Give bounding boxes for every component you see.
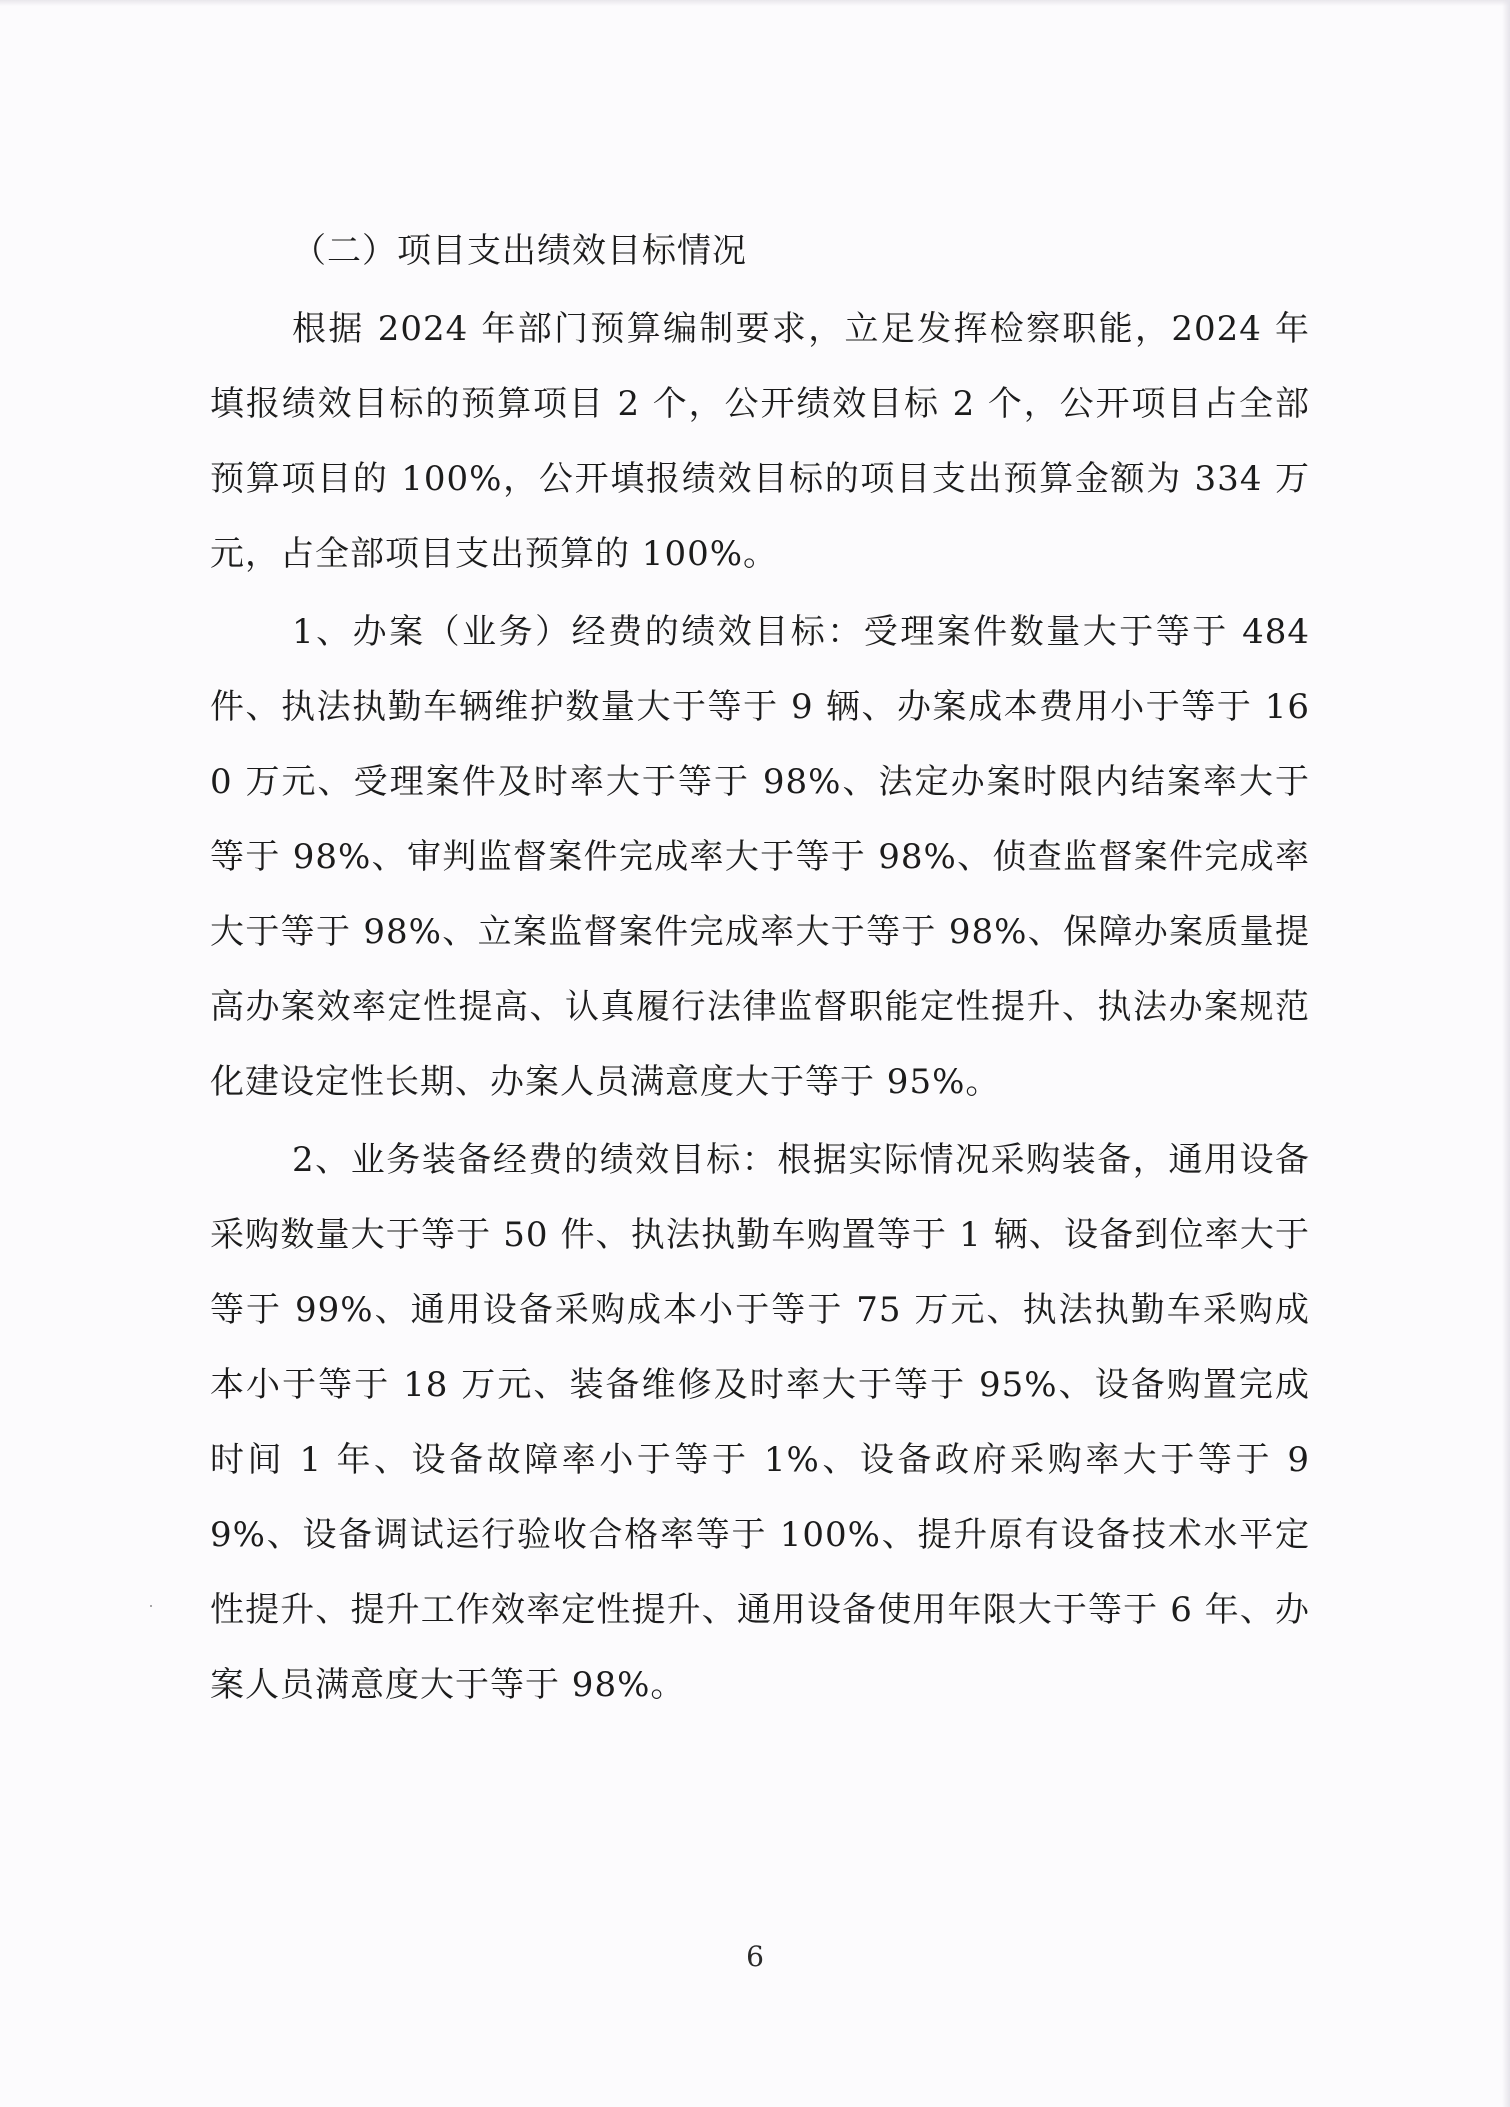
scan-edge-right — [1502, 0, 1510, 2107]
paragraph-case-handling-goals: 1、办案（业务）经费的绩效目标：受理案件数量大于等于 484 件、执法执勤车辆维护数量大于等于 9 辆、办案成本费用小于等于 160 万元、受理案件及时率大于等于 98%、法定办案时限内结案率大于等于 98%、审判监督案件完成率大于等于 98%、侦查监督案件完成率大于等于 98%、立案监督案件完成率大于等于 98%、保障办案质量提高办案效率定性提高、认真履行法律监督职能定性提升、执法办案规范化建设定性长期、办案人员满意度大于等于 95%。 — [210, 612, 1310, 1102]
document-body — [210, 214, 1310, 1726]
paragraph-budget-overview: 根据 2024 年部门预算编制要求，立足发挥检察职能，2024 年填报绩效目标的预算项目 2 个，公开绩效目标 2 个，公开项目占全部预算项目的 100%，公开填报绩效目标的项目支出预算金额为 334 万元，占全部项目支出预算的 100%。 — [210, 309, 1310, 574]
section-heading: （二）项目支出绩效目标情况 — [292, 231, 747, 271]
paragraph-equipment-goals: 2、业务装备经费的绩效目标：根据实际情况采购装备，通用设备采购数量大于等于 50 件、执法执勤车购置等于 1 辆、设备到位率大于等于 99%、通用设备采购成本小于等于 75 万元、执法执勤车采购成本小于等于 18 万元、装备维修及时率大于等于 95%、设备购置完成时间 1 年、设备故障率小于等于 1%、设备政府采购率大于等于 99%、设备调试运行验收合格率等于 100%、提升原有设备技术水平定性提升、提升工作效率定性提升、通用设备使用年限大于等于 6 年、办案人员满意度大于等于 98%。 — [210, 1140, 1310, 1705]
scan-edge-top — [0, 0, 1510, 6]
scan-speck — [150, 1605, 152, 1607]
page-number: 6 — [746, 1940, 764, 1973]
